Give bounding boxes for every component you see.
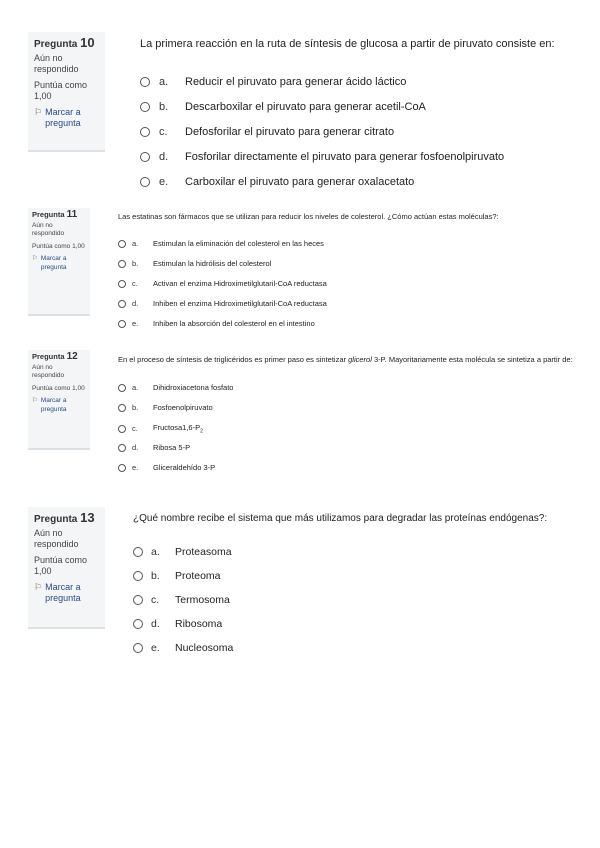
option-b[interactable]: b. Fosfoenolpiruvato [118,403,213,412]
radio-button[interactable] [118,425,126,433]
radio-button[interactable] [118,300,126,308]
option-a[interactable]: a. Reducir el piruvato para generar ácido láctico [140,76,406,88]
radio-button[interactable] [140,152,150,162]
question-text: ¿Qué nombre recibe el sistema que más utilizamos para degradar las proteínas endógenas?: [133,513,548,524]
question-status: Aún no respondido [34,528,79,549]
radio-button[interactable] [133,643,143,653]
flag-icon: ⚐ [32,255,38,262]
question-content [140,38,590,188]
question-number: Pregunta 12 [32,351,78,362]
question-text: La primera reacción en la ruta de síntesis de glucosa a partir de piruvato consiste en: [140,38,555,50]
question-points: Puntúa como 1,00 [34,80,88,101]
radio-button[interactable] [118,280,126,288]
question-info-panel [28,350,90,450]
flag-question-link[interactable]: ⚐ Marcar a pregunta [34,582,81,603]
question-info-panel [28,507,105,629]
radio-button[interactable] [118,240,126,248]
option-d[interactable]: d. Fosforilar directamente el piruvato para generar fosfoenolpiruvato [140,151,504,163]
question-number: Pregunta 11 [32,209,78,220]
radio-button[interactable] [140,127,150,137]
question-info-panel [28,208,90,316]
option-a[interactable]: a. Dihidroxiacetona fosfato [118,383,233,392]
radio-button[interactable] [133,595,143,605]
option-b[interactable]: b. Descarboxilar el piruvato para generar acetil-CoA [140,101,426,113]
radio-button[interactable] [140,102,150,112]
radio-button[interactable] [118,444,126,452]
question-status: Aún no respondido [32,363,65,379]
option-e[interactable]: e. Gliceraldehído 3-P [118,463,215,472]
radio-button[interactable] [133,571,143,581]
question-content [118,212,593,328]
question-content [133,513,593,654]
flag-icon: ⚐ [34,107,43,117]
question-points: Puntúa como 1,00 [32,242,85,250]
radio-button[interactable] [118,384,126,392]
radio-button[interactable] [118,260,126,268]
option-e[interactable]: e. Carboxilar el piruvato para generar oxalacetato [140,176,414,188]
radio-button[interactable] [133,619,143,629]
flag-icon: ⚐ [34,582,43,592]
flag-question-link[interactable]: ⚐ Marcar a pregunta [34,107,81,128]
flag-question-link[interactable]: ⚐ Marcar a pregunta [32,255,67,271]
question-points: Puntúa como 1,00 [32,384,85,392]
option-b[interactable]: b. Estimulan la hidrólisis del colesterol [118,259,271,268]
option-c[interactable]: c. Defosforilar el piruvato para generar citrato [140,126,394,138]
question-number: Pregunta 13 [34,510,95,525]
option-a[interactable]: a. Proteasoma [133,546,232,558]
option-a[interactable]: a. Estimulan la eliminación del colesterol en las heces [118,239,324,248]
option-c[interactable]: c. Activan el enzima Hidroximetilglutaril-CoA reductasa [118,279,327,288]
radio-button[interactable] [133,547,143,557]
question-status: Aún no respondido [34,53,79,74]
question-status: Aún no respondido [32,221,65,237]
question-text: En el proceso de síntesis de triglicéridos es primer paso es sintetizar glicerol 3-P. Mayoritariamente esta molécula se sintetiza a partir de: [118,355,573,364]
flag-question-link[interactable]: ⚐ Marcar a pregunta [32,397,67,413]
question-points: Puntúa como 1,00 [34,555,88,576]
question-number: Pregunta 10 [34,35,95,50]
option-d[interactable]: d. Ribosa 5-P [118,443,190,452]
flag-icon: ⚐ [32,397,38,404]
option-d[interactable]: d. Inhiben el enzima Hidroximetilglutaril-CoA reductasa [118,299,327,308]
radio-button[interactable] [140,177,150,187]
radio-button[interactable] [118,404,126,412]
radio-button[interactable] [118,464,126,472]
radio-button[interactable] [140,77,150,87]
option-d[interactable]: d. Ribosoma [133,618,222,630]
option-c[interactable]: c. Termosoma [133,594,230,606]
option-e[interactable]: e. Inhiben la absorción del colesterol en el intestino [118,319,315,328]
question-text: Las estatinas son fármacos que se utilizan para reducir los niveles de colesterol. ¿Cómo actúan estas moléculas?: [118,212,499,221]
option-b[interactable]: b. Proteoma [133,570,221,582]
question-info-panel [28,32,105,152]
option-e[interactable]: e. Nucleosoma [133,642,233,654]
question-content [118,354,593,472]
option-c[interactable]: c. $Fructosa1,6-P_2$ [118,423,203,435]
radio-button[interactable] [118,320,126,328]
